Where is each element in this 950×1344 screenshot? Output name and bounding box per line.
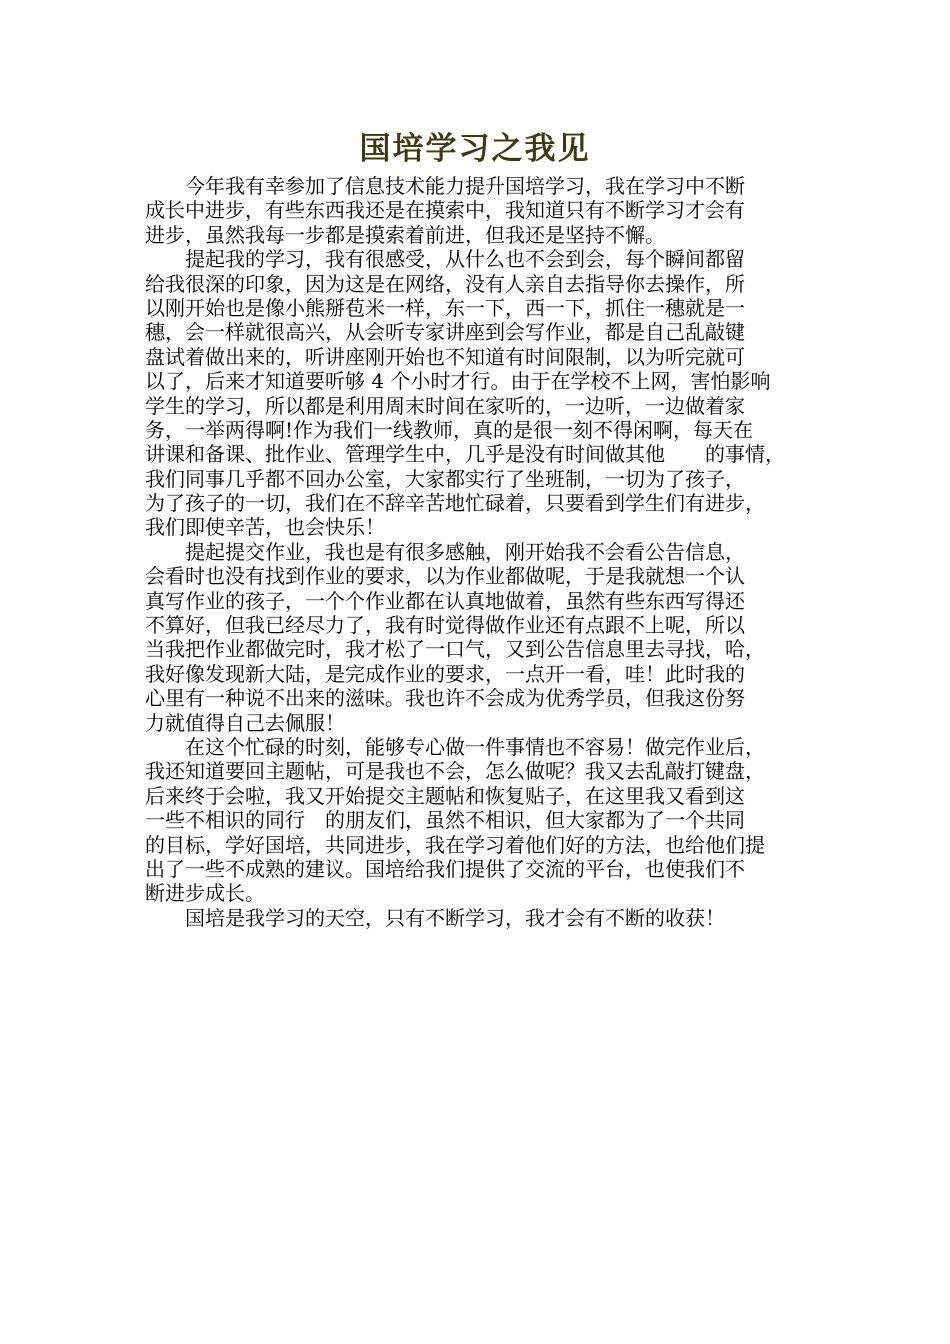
- text-line: 进步，虽然我每一步都是摸索着前进，但我还是坚持不懈。: [145, 222, 665, 247]
- text-line: 穗，会一样就很高兴，从会听专家讲座到会写作业，都是自己乱敲键: [145, 320, 745, 345]
- text-line: 的目标，学好国培，共同进步，我在学习着他们好的方法，也给他们提: [145, 832, 765, 857]
- text-line: 今年我有幸参加了信息技术能力提升国培学习，我在学习中不断: [145, 174, 745, 198]
- text-line: 为了孩子的一切，我们在不辞辛苦地忙碌着，只要看到学生们有进步，: [145, 491, 765, 516]
- paragraph-4: [145, 735, 821, 906]
- text-line: 出了一些不成熟的建议。国培给我们提供了交流的平台，也使我们不: [145, 856, 745, 881]
- text-line: 我们同事几乎都不回办公室，大家都实行了坐班制，一切为了孩子，: [145, 466, 745, 491]
- text-line: 务，一举两得啊!作为我们一线教师，真的是很一刻不得闲啊，每天在: [145, 417, 754, 442]
- text-line: 不算好，但我已经尽力了，我有时觉得做作业还有点跟不上呢，所以: [145, 613, 745, 638]
- page-title: 国培学习之我见: [359, 131, 591, 167]
- text-line: 以刚开始也是像小熊掰苞米一样，东一下，西一下，抓住一穗就是一: [145, 295, 745, 320]
- text-line: 后来终于会啦，我又开始提交主题帖和恢复贴子，在这里我又看到这: [145, 783, 745, 808]
- text-line: 一些不相识的同行 的朋友们，虽然不相识，但大家都为了一个共同: [145, 808, 745, 833]
- text-line: 提起提交作业，我也是有很多感触，刚开始我不会看公告信息，: [145, 539, 745, 564]
- text-line: 断进步成长。: [145, 881, 265, 906]
- text-line: 盘试着做出来的，听讲座刚开始也不知道有时间限制，以为听完就可: [145, 344, 745, 369]
- text-line: 当我把作业都做完时，我才松了一口气，又到公告信息里去寻找，哈，: [145, 637, 765, 662]
- text-line: 我好像发现新大陆，是完成作业的要求，一点开一看，哇！此时我的: [145, 661, 745, 686]
- paragraph-1: [145, 174, 821, 247]
- text-line: 提起我的学习，我有很感受，从什么也不会到会，每个瞬间都留: [145, 247, 745, 272]
- text-line: 成长中进步，有些东西我还是在摸索中，我知道只有不断学习才会有: [145, 198, 745, 223]
- text-line: 学生的学习，所以都是利用周末时间在家听的，一边听，一边做着家: [145, 393, 745, 418]
- paragraph-5: [145, 906, 821, 930]
- text-line: 会看时也没有找到作业的要求，以为作业都做呢，于是我就想一个认: [145, 564, 745, 589]
- paragraph-2: [145, 247, 821, 540]
- paragraph-3: [145, 540, 821, 735]
- article-body: [145, 174, 821, 930]
- text-line: 讲课和备课、批作业、管理学生中，几乎是没有时间做其他 的事情，: [145, 442, 785, 467]
- text-line: 以了，后来才知道要听够 4 个小时才行。由于在学校不上网，害怕影响: [145, 369, 771, 394]
- text-line: 在这个忙碌的时刻，能够专心做一件事情也不容易！做完作业后，: [145, 734, 765, 759]
- text-line: 力就值得自己去佩服！: [145, 710, 345, 735]
- text-line: 我还知道要回主题帖，可是我也不会，怎么做呢？我又去乱敲打键盘，: [145, 759, 765, 784]
- text-line: 国培是我学习的天空，只有不断学习，我才会有不断的收获！: [145, 905, 725, 930]
- text-line: 心里有一种说不出来的滋味。我也许不会成为优秀学员，但我这份努: [145, 686, 745, 711]
- text-line: 给我很深的印象，因为这是在网络，没有人亲自去指导你去操作，所: [145, 271, 745, 296]
- text-line: 我们即使辛苦，也会快乐！: [145, 515, 385, 540]
- text-line: 真写作业的孩子，一个个作业都在认真地做着，虽然有些东西写得还: [145, 588, 745, 613]
